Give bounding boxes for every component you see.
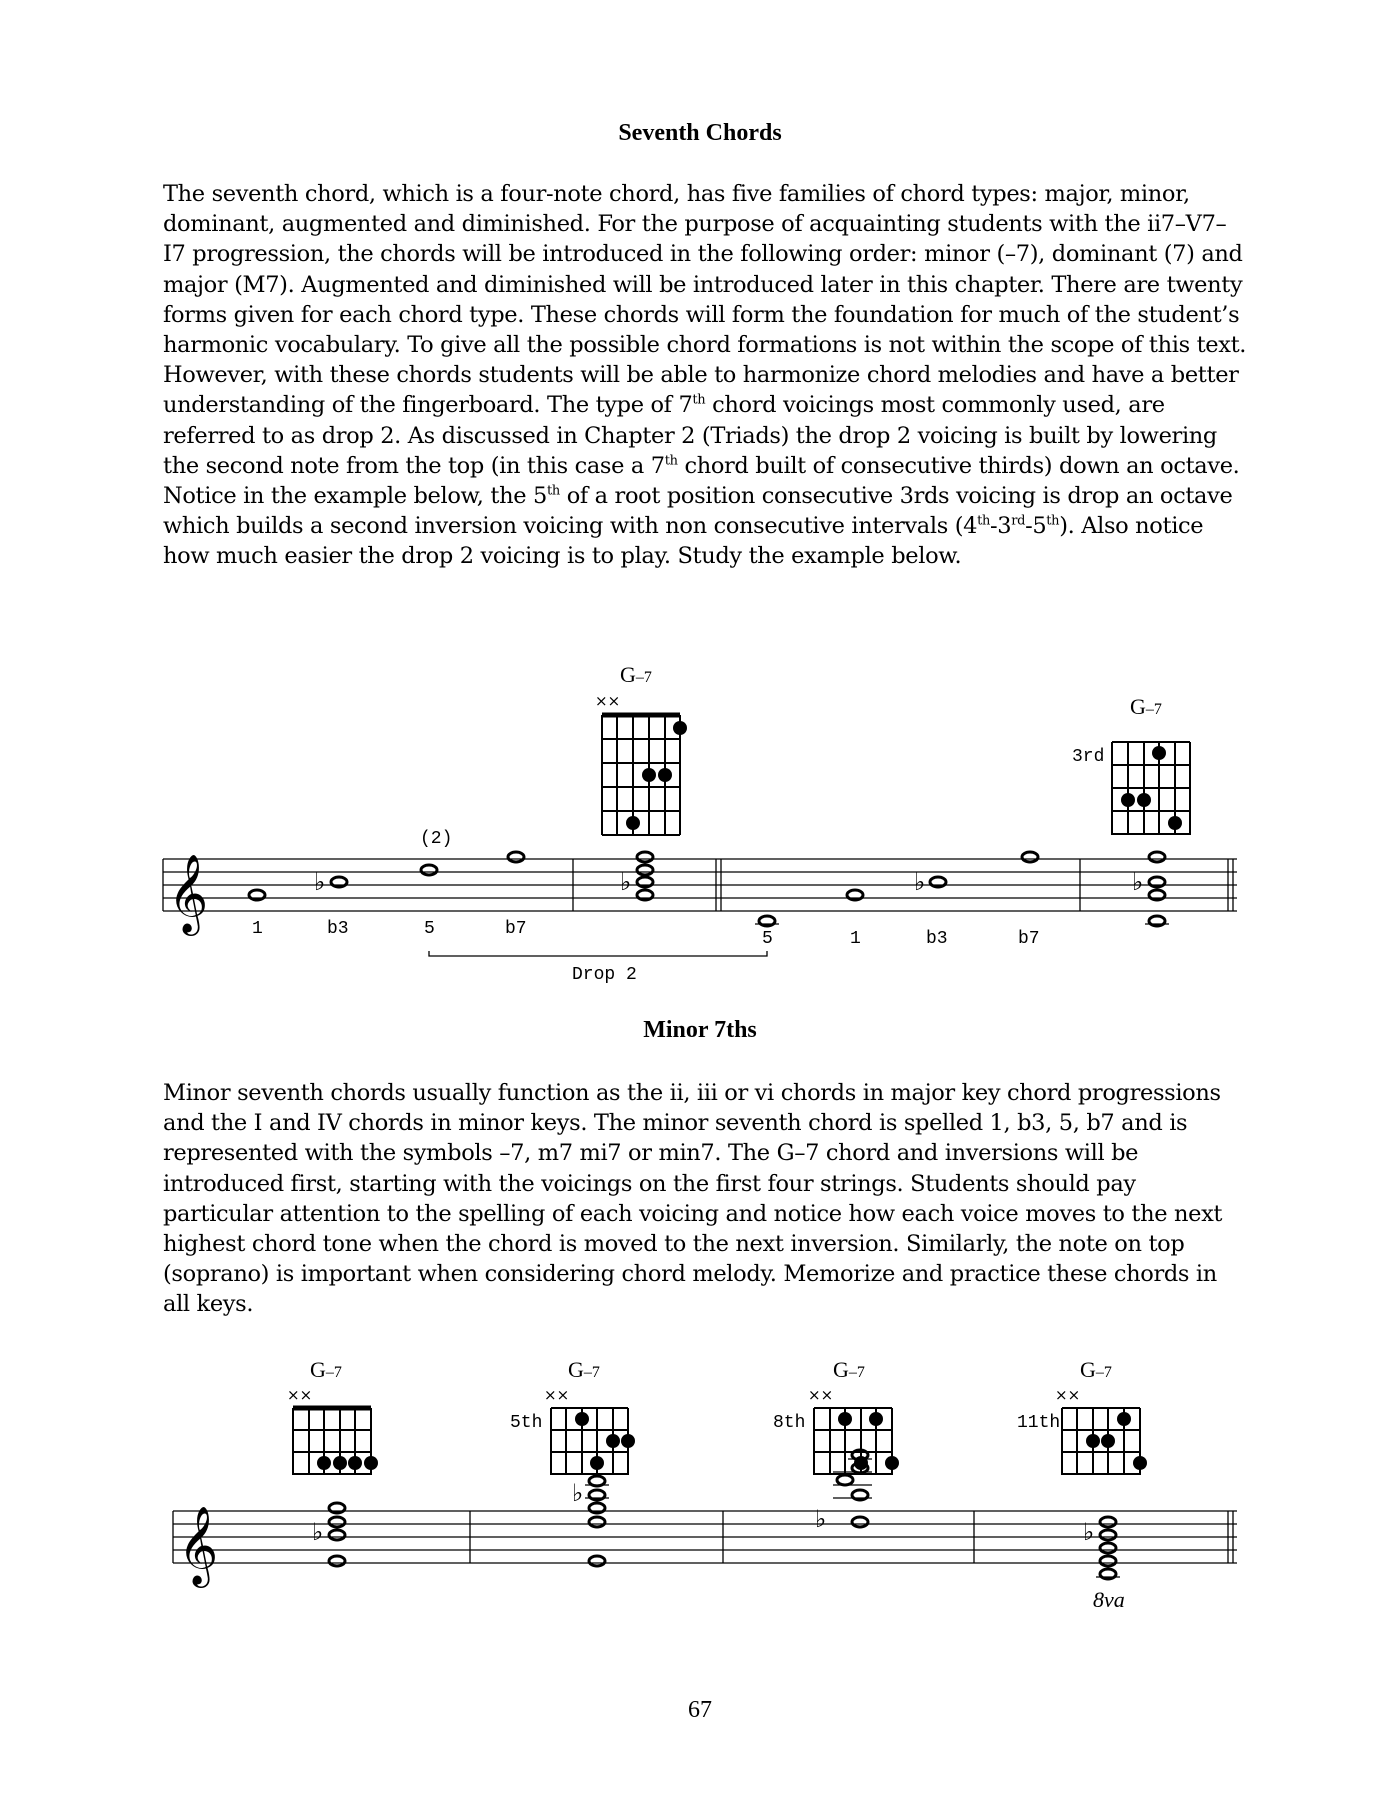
svg-text:G–7: G–7 bbox=[568, 1357, 600, 1382]
page-number: 67 bbox=[688, 1697, 712, 1723]
chord-symbol: G–7 bbox=[620, 662, 652, 687]
chord-symbol: G–7 bbox=[1130, 694, 1162, 719]
svg-text:b3: b3 bbox=[926, 929, 948, 949]
chord-diagram-3 bbox=[773, 1357, 899, 1475]
svg-text:♭: ♭ bbox=[1083, 1518, 1095, 1546]
svg-text:5: 5 bbox=[762, 929, 773, 949]
svg-text:5: 5 bbox=[424, 919, 435, 939]
svg-text:××: ×× bbox=[287, 1386, 313, 1404]
minor7-example bbox=[0, 1355, 1400, 1615]
chord-diagram-2 bbox=[510, 1357, 635, 1475]
svg-text:b7: b7 bbox=[505, 919, 527, 939]
drop2-bracket bbox=[429, 951, 767, 956]
svg-text:××: ×× bbox=[808, 1386, 834, 1404]
svg-text:♭: ♭ bbox=[314, 868, 326, 896]
flat-icons-2 bbox=[312, 1479, 1094, 1546]
svg-text:××: ×× bbox=[544, 1386, 570, 1404]
svg-text:G–7: G–7 bbox=[1080, 1357, 1112, 1382]
svg-text:G–7: G–7 bbox=[310, 1357, 342, 1382]
svg-text:8th: 8th bbox=[773, 1413, 806, 1433]
svg-text:♭: ♭ bbox=[815, 1505, 827, 1533]
svg-text:b3: b3 bbox=[327, 919, 349, 939]
minor-paragraph: Minor seventh chords usually function as the ii, iii or vi chords in major key chord progressions and the I and IV chords in minor keys. The minor seventh chord is spelled 1, b3, 5, b7 and is represented with the symbols –7, m7 mi7 or min7. The G–7 chord and inversions will be introduced first, starting with the voicings on the first four strings. Students should pay particular attention to the spelling of each voicing and notice how each voice moves to the next highest chord tone when the chord is moved to the next inversion. Similarly, the note on top (soprano) is important when considering chord melody. Memorize and practice these chords in all keys. bbox=[163, 1080, 1223, 1318]
drop-mark: (2) bbox=[420, 829, 453, 849]
svg-text:1: 1 bbox=[850, 929, 861, 949]
chord-diagram-a bbox=[595, 662, 687, 835]
intro-paragraph: The seventh chord, which is a four-note chord, has five families of chord types: major, minor, dominant, augmented and diminished. For the purpose of acquainting students with the ii7–V7–I7 progression, the chords will be introduced in the following order: minor (–7), dominant (7) and major (M7). Augmented and diminished will be introduced later in this chapter. There are twenty forms given for each chord type. These chords will form the foundation for much of the student’s harmonic vocabulary. To give all the possible chord formations is not within the scope of this text. However, with these chords students will be able to harmonize chord melodies and have a better understanding of the fingerboard. The type of 7th chord voicings most commonly used, are referred to as drop 2. As discussed in Chapter 2 (Triads) the drop 2 voicing is built by lowering the second note from the top (in this case a 7th chord built of consecutive thirds) down an octave. Notice in the example below, the 5th of a root position consecutive 3rds voicing is drop an octave which builds a second inversion voicing with non consecutive intervals (4th-3rd-5th). Also notice how much easier the drop 2 voicing is to play. Study the example below. bbox=[163, 181, 1247, 570]
chord-diagram-4 bbox=[1017, 1357, 1147, 1475]
svg-text:♭: ♭ bbox=[312, 1518, 324, 1546]
section-title: Seventh Chords bbox=[618, 120, 782, 146]
degree-labels bbox=[252, 919, 1040, 949]
svg-text:♭: ♭ bbox=[620, 868, 632, 896]
svg-text:G–7: G–7 bbox=[833, 1357, 865, 1382]
mute-marks: ×× bbox=[595, 692, 621, 710]
svg-text:♭: ♭ bbox=[1132, 868, 1144, 896]
svg-text:b7: b7 bbox=[1018, 929, 1040, 949]
chord-diagram-1 bbox=[287, 1357, 378, 1475]
svg-text:♭: ♭ bbox=[914, 868, 926, 896]
fret-label: 3rd bbox=[1072, 747, 1105, 767]
svg-text:♭: ♭ bbox=[572, 1479, 584, 1507]
chord-diagram-b bbox=[1072, 694, 1190, 835]
svg-text:5th: 5th bbox=[510, 1413, 543, 1433]
svg-text:××: ×× bbox=[1055, 1386, 1081, 1404]
bracket-label: Drop 2 bbox=[572, 965, 637, 985]
section-title-minor: Minor 7ths bbox=[643, 1017, 757, 1043]
svg-text:1: 1 bbox=[252, 919, 263, 939]
notes bbox=[249, 852, 1165, 926]
treble-clef-icon: 𝄞 bbox=[168, 854, 209, 933]
ottava-mark: 8va bbox=[1093, 1587, 1125, 1612]
svg-text:11th: 11th bbox=[1017, 1413, 1061, 1433]
treble-clef-icon: 𝄞 bbox=[178, 1506, 219, 1585]
